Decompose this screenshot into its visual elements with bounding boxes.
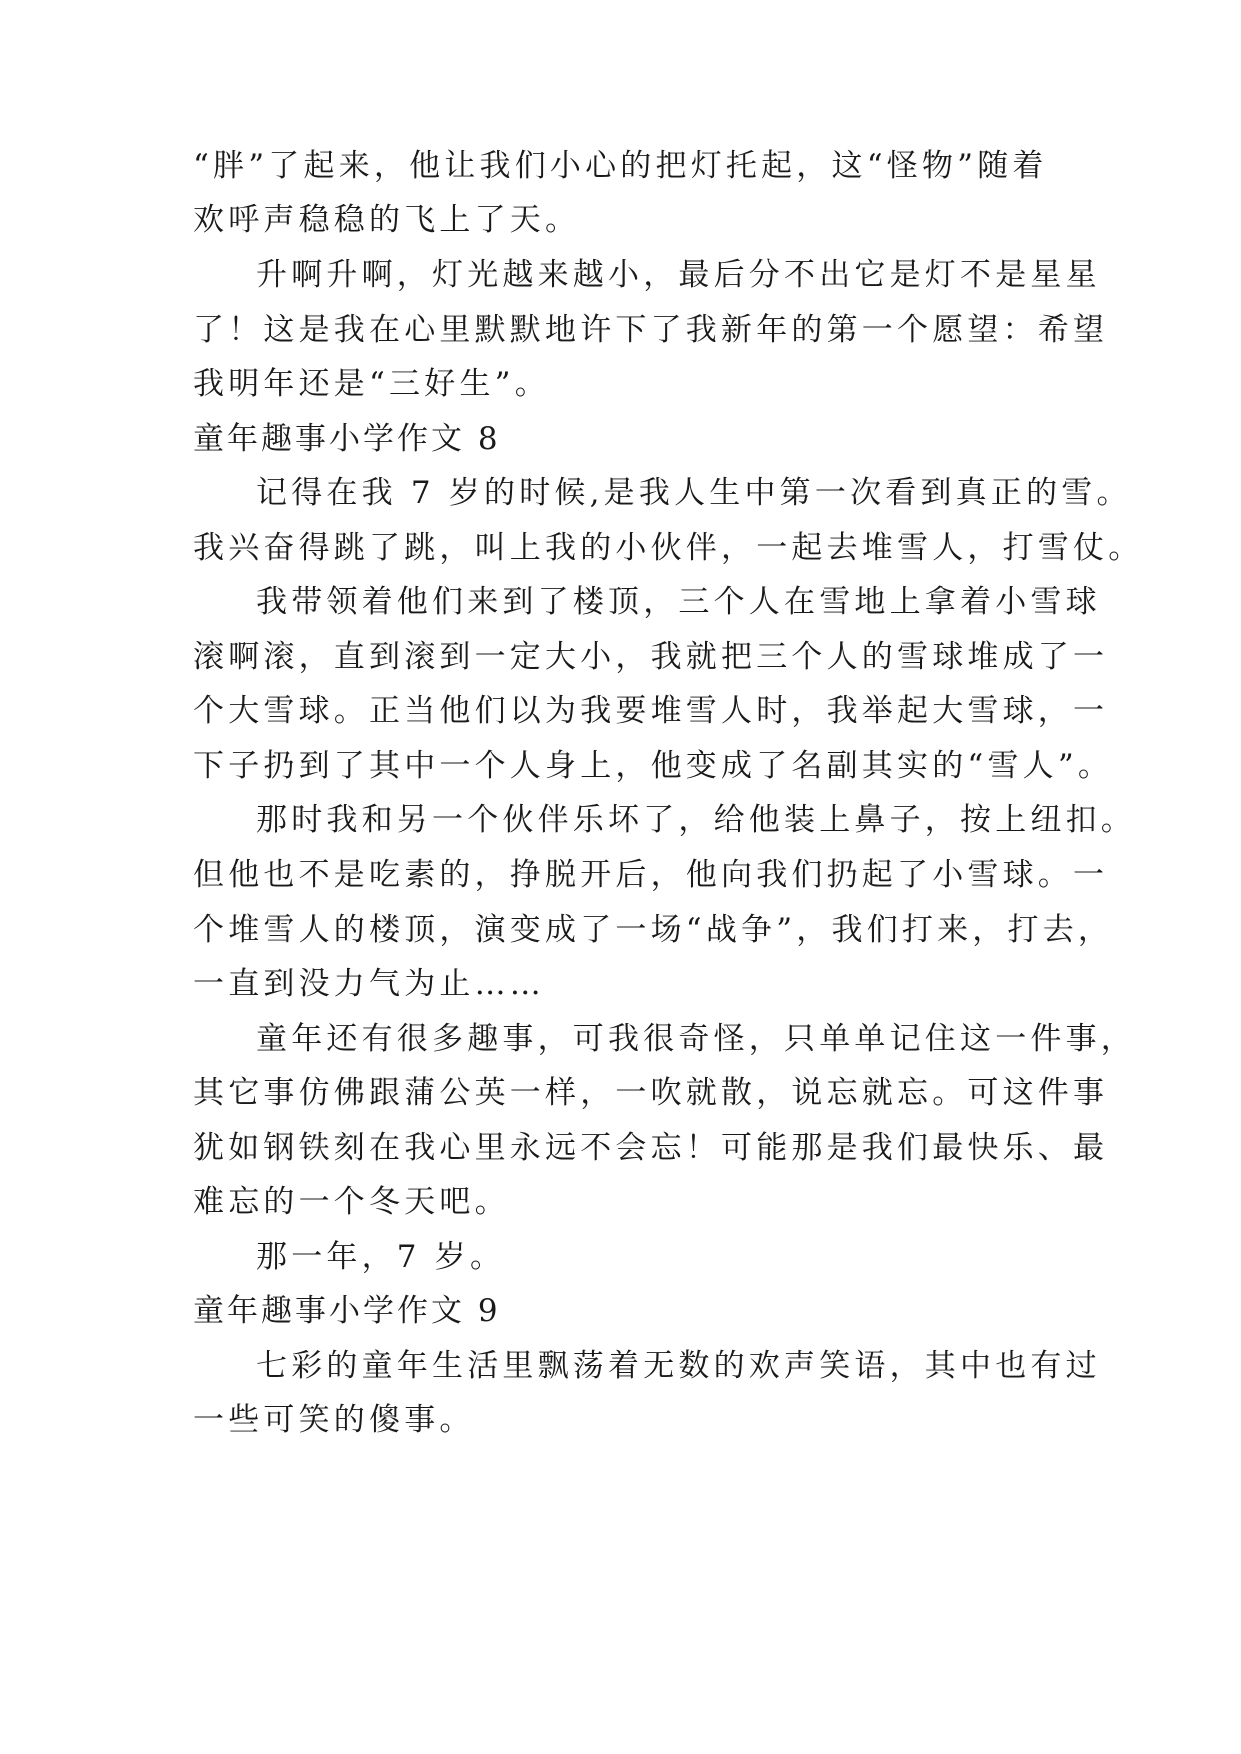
text-line: 我带领着他们来到了楼顶，三个人在雪地上拿着小雪球 [256,584,1101,620]
text-line: 升啊升啊，灯光越来越小，最后分不出它是灯不是星星 [256,257,1101,293]
text-line: 那一年，7 岁。 [256,1239,506,1275]
section-heading: 童年趣事小学作文 9 [193,1293,501,1329]
text-line: 一些可笑的傻事。 [193,1402,475,1438]
text-line: 童年还有很多趣事，可我很奇怪，只单单记住这一件事， [256,1021,1136,1057]
text-line: 那时我和另一个伙伴乐坏了，给他装上鼻子，按上纽扣。 [256,802,1136,838]
text-line: 但他也不是吃素的，挣脱开后，他向我们扔起了小雪球。一 [193,857,1109,893]
text-line: 我兴奋得跳了跳，叫上我的小伙伴，一起去堆雪人，打雪仗。 [193,530,1144,566]
text-line: 七彩的童年生活里飘荡着无数的欢声笑语，其中也有过 [256,1348,1101,1384]
text-line: 个堆雪人的楼顶，演变成了一场“战争”，我们打来，打去， [193,912,1114,948]
section-heading: 童年趣事小学作文 8 [193,421,501,457]
text-line: 下子扔到了其中一个人身上，他变成了名副其实的“雪人”。 [193,748,1114,784]
text-line: 犹如钢铁刻在我心里永远不会忘！可能那是我们最快乐、最 [193,1130,1109,1166]
text-line: “胖”了起来，他让我们小心的把灯托起，这“怪物”随着 [193,148,1048,184]
text-line: 其它事仿佛跟蒲公英一样，一吹就散，说忘就忘。可这件事 [193,1075,1109,1111]
text-line: 欢呼声稳稳的飞上了天。 [193,202,581,238]
text-line: 我明年还是“三好生”。 [193,366,550,402]
text-line: 一直到没力气为止…… [193,966,545,1002]
text-line: 难忘的一个冬天吧。 [193,1184,510,1220]
text-line: 滚啊滚，直到滚到一定大小，我就把三个人的雪球堆成了一 [193,639,1109,675]
text-line: 个大雪球。正当他们以为我要堆雪人时，我举起大雪球，一 [193,693,1109,729]
text-line: 记得在我 7 岁的时候,是我人生中第一次看到真正的雪。 [256,475,1132,511]
text-line: 了！这是我在心里默默地许下了我新年的第一个愿望：希望 [193,312,1109,348]
